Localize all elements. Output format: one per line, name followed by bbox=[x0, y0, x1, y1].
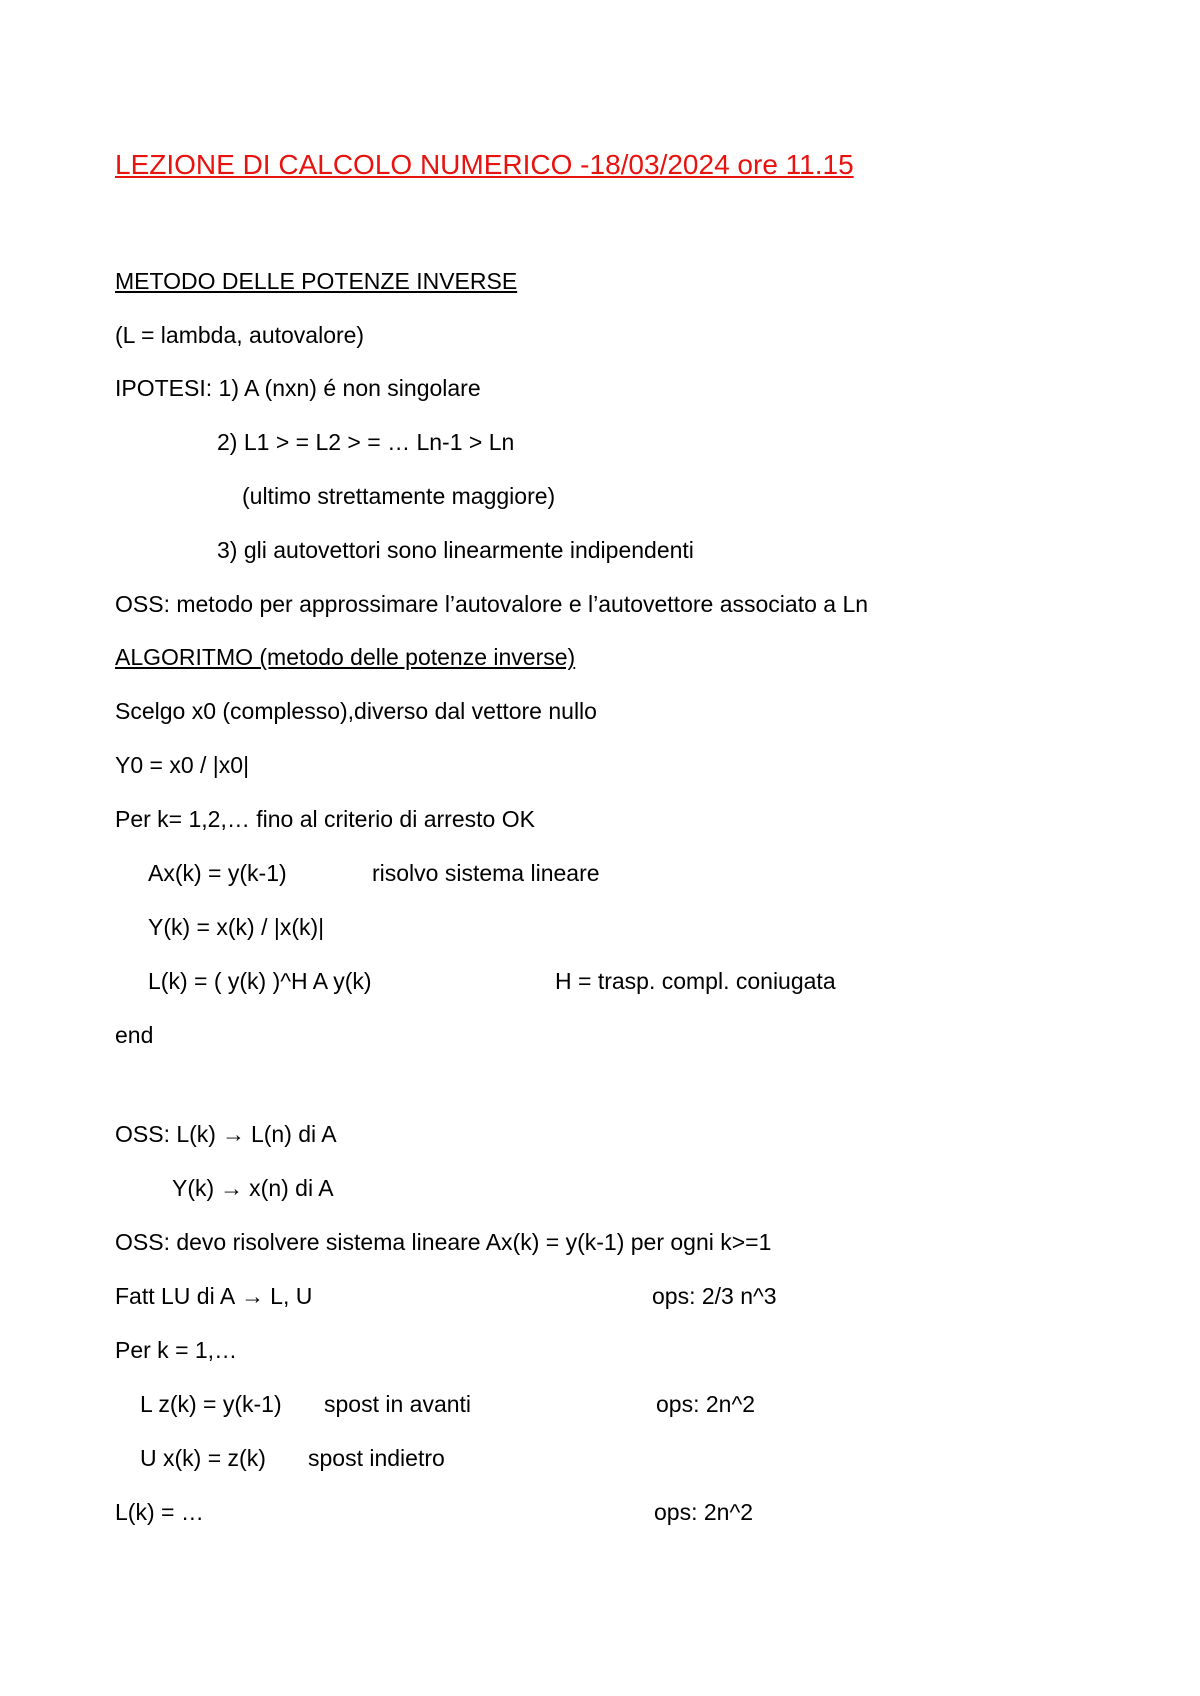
step1-formula: Ax(k) = y(k-1) bbox=[148, 860, 287, 886]
section-heading: METODO DELLE POTENZE INVERSE bbox=[115, 268, 518, 294]
right-arrow-icon: → bbox=[220, 1175, 244, 1201]
backward-formula: U x(k) = z(k) bbox=[140, 1445, 266, 1471]
step1-comment: risolvo sistema lineare bbox=[372, 860, 600, 886]
lk-ops: ops: 2n^2 bbox=[654, 1499, 754, 1525]
algorithm-loop: Per k= 1,2,… fino al criterio di arresto OK bbox=[115, 806, 535, 832]
lu-right: L, U bbox=[270, 1283, 313, 1309]
forward-comment: spost in avanti bbox=[324, 1391, 472, 1417]
oss-linear-system: OSS: devo risolvere sistema lineare Ax(k) = y(k-1) per ogni k>=1 bbox=[115, 1229, 772, 1255]
algorithm-y0: Y0 = x0 / |x0| bbox=[115, 752, 250, 778]
step3-comment: H = trasp. compl. coniugata bbox=[555, 968, 836, 994]
forward-formula: L z(k) = y(k-1) bbox=[140, 1391, 282, 1417]
algorithm-end: end bbox=[115, 1022, 154, 1048]
oss-purpose: OSS: metodo per approssimare l’autovalore e l’autovettore associato a Ln bbox=[115, 591, 869, 617]
convergence-2-right: x(n) di A bbox=[249, 1175, 334, 1201]
convergence-1-right: L(n) di A bbox=[250, 1121, 337, 1147]
algorithm-choose-x0: Scelgo x0 (complesso),diverso dal vettore nullo bbox=[115, 698, 597, 724]
step2-formula: Y(k) = x(k) / |x(k)| bbox=[148, 914, 325, 940]
convergence-2-left: Y(k) bbox=[172, 1175, 215, 1201]
lambda-note: (L = lambda, autovalore) bbox=[115, 322, 365, 348]
right-arrow-icon: → bbox=[241, 1283, 265, 1309]
forward-ops: ops: 2n^2 bbox=[656, 1391, 756, 1417]
backward-comment: spost indietro bbox=[308, 1445, 445, 1471]
step3-formula: L(k) = ( y(k) )^H A y(k) bbox=[148, 968, 372, 994]
lu-loop: Per k = 1,… bbox=[115, 1337, 238, 1363]
lu-factorization bbox=[115, 1281, 312, 1311]
lu-left: Fatt LU di A bbox=[115, 1283, 236, 1309]
hypothesis-1: IPOTESI: 1) A (nxn) é non singolare bbox=[115, 375, 481, 401]
convergence-line-2 bbox=[172, 1173, 334, 1203]
hypothesis-3: 3) gli autovettori sono linearmente indipendenti bbox=[217, 537, 694, 563]
lu-ops: ops: 2/3 n^3 bbox=[652, 1283, 777, 1309]
hypothesis-2: 2) L1 > = L2 > = … Ln-1 > Ln bbox=[217, 429, 515, 455]
convergence-line-1 bbox=[115, 1119, 337, 1149]
right-arrow-icon: → bbox=[221, 1121, 245, 1147]
lk-formula: L(k) = … bbox=[115, 1499, 204, 1525]
algorithm-heading: ALGORITMO (metodo delle potenze inverse) bbox=[115, 644, 576, 670]
document-title: LEZIONE DI CALCOLO NUMERICO -18/03/2024 ore 11.15 bbox=[115, 149, 854, 180]
hypothesis-2-note: (ultimo strettamente maggiore) bbox=[242, 483, 556, 509]
convergence-1-left: OSS: L(k) bbox=[115, 1121, 216, 1147]
